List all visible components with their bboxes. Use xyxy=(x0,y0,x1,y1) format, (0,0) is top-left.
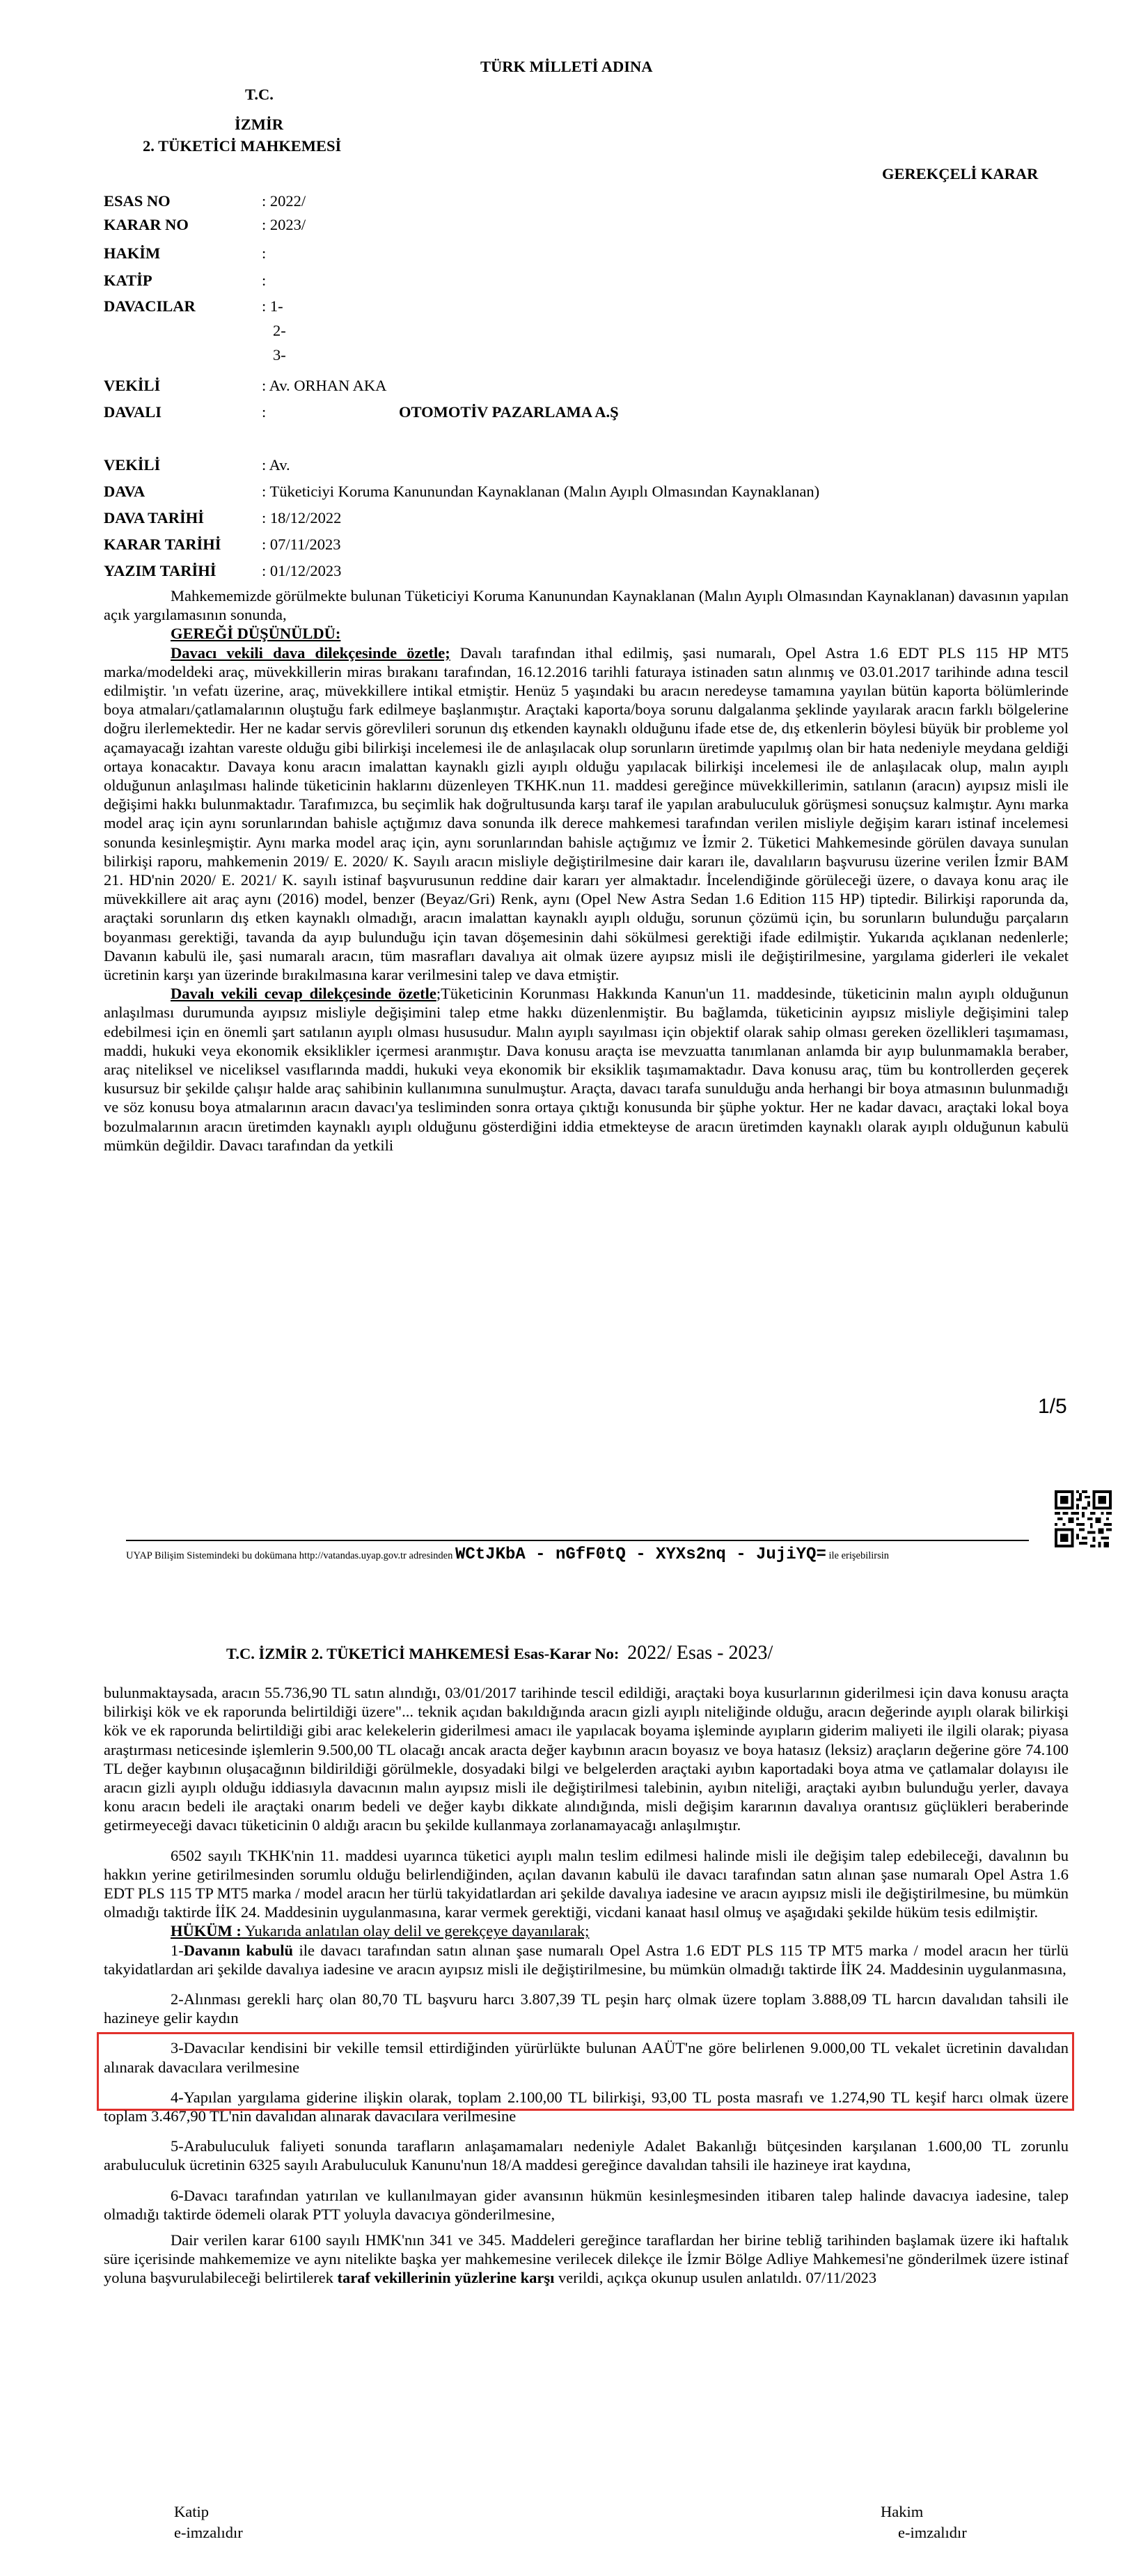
info-value: 2- xyxy=(273,322,286,339)
info-value: : 01/12/2023 xyxy=(262,562,342,579)
info-label: VEKİLİ xyxy=(104,456,161,474)
verdict-item-3: 3-Davacılar kendisini bir vekille temsil ettirdiğinden yürürlükte bulunan AAÜT'ne göre belirlenen 9.000,00 TL vekalet ücretinin davalıdan alınarak davacılara verilmesine xyxy=(104,2039,1069,2076)
uyap-footer-suffix: ile erişebilirsin xyxy=(828,1550,890,1561)
verdict-title: HÜKÜM : xyxy=(171,1922,242,1940)
verdict-item-1 xyxy=(104,1941,1069,1978)
section-heading: GEREĞİ DÜŞÜNÜLDÜ: xyxy=(171,625,341,643)
document-page-2 xyxy=(0,1584,1134,2576)
info-value: : 2022/ xyxy=(262,192,306,210)
plaintiff-summary-text: Davalı tarafından ithal edilmiş, şasi numaralı, Opel Astra 1.6 EDT PLS 115 HP MT5 marka/modeldeki araç, müvekkillerin miras bırakanı tarafından, 16.12.2016 tarihli faturaya istinaden satın alınmış ve 03.01.2017 tarihinde adına tescil edilmiştir. 'ın vefatı üzerine, araç, müvekkillere intikal etmiştir. Henüz 5 yaşındaki bu aracın neredeyse tamamına yayılan bütün kaporta bölümlerinde boya atmaları/çatlamalarının oluştuğu fark edilmeye başlanmıştır. Araçtaki kaporta/boya sorunu dalgalanma şeklinde yayılarak aracın farklı bölgelerine doğru ilerlemektedir. Her ne kadar servis görevlileri sorunun dış etkenden kaynaklı olduğunu ifade etse de, dış etkenlerin böylesi büyük bir probleme yol açamayacağı izahtan vareste olduğu gibi bilirkişi incelemesi ile de anlaşılacak olup sorunların üretimde yapılmış olan bir hata nedeniyle meydana geldiği ortaya konacaktır. Davaya konu aracın imalattan kaynaklı gizli ayıplı olduğu yapılacak bilirkişi incelemesi ile de anlaşılacak olup, malın ayıplı olduğunun anlaşılması halinde tüketicinin haklarını düzenleyen TKHK.nun 11. maddesi gereğince müvekkillerimin, satılanın (aracın) ayıpsız misli ile değişimi hakkı bulunmaktadır. Tarafımızca, bu seçimlik hak doğrultusunda karşı taraf ile yapılan arabuluculuk görüşmesi sonuçsuz kalmıştır. Aynı marka model araç için aynı sorunlarından bahisle açtığımız dava sonunda ilk derece mahkemesi tarafından verilen misliyle değişim kararı istinaf incelemesi sonunda kesinleşmiştir. Aynı marka model araç için, aynı sorunlarından bahisle açtığımız ve İzmir 2. Tüketici Mahkemesinde görülen davaya sunulan bilirkişi raporu, mahkemenin 2019/ E. 2020/ K. Sayılı aracın misliyle değiştirilmesine dair kararı ile, davalıların başvurusu üzerine verilen İzmir BAM 21. HD'nin 2020/ E. 2021/ K. sayılı istinaf başvurusunun reddine dair kararı yer almaktadır. İncelendiğinde görüleceği üzere, o davaya konu araç ile müvekkillere ait araç aynı (2016) model, benzer (Beyaz/Gri) Renk, aynı (Opel New Astra Sedan 1.6 Edition 115 HP) tiptedir. Bilirkişi raporunda da, araçtaki sorunların dış etken kaynaklı olmadığı, aracın imalattan kaynaklı ayıplı olduğu, sorunun çözümü için, bu sorunların bulunduğu parçaların boyanması gerektiği, tavanda da ayıp bulunduğu için tavan döşemesinin dahi sökülmesi gerektiği ifade edilmiştir. Yukarıda açıklanan nedenlerle; Davanın kabulü ile, şasi numaralı aracın, tüm masrafları davalıya ait olmak üzere ayıpsız misli ile değiştirilmesine, yargılama giderleri ile vekalet ücretinin karşı yan üzerinde bırakılmasına karar verilmesini talep ve dava etmiştir. xyxy=(104,643,1069,984)
info-value: : 2023/ xyxy=(262,216,306,233)
decision-body-continued xyxy=(104,1683,1069,2288)
final-text-end: verildi, açıkça okunup usulen anlatıldı. 07/11/2023 xyxy=(554,2269,877,2287)
plaintiff-summary-paragraph xyxy=(104,643,1069,985)
defendant-summary-title: Davalı vekili cevap dilekçesinde özetle xyxy=(171,985,436,1003)
uyap-verification-code: WCtJKbA - nGfF0tQ - XYXs2nq - JujiYQ= xyxy=(455,1545,826,1564)
verdict-heading-line xyxy=(104,1921,1069,1940)
plaintiff-summary-title: Davacı vekili dava dilekçesinde özetle; xyxy=(171,643,450,662)
verdict-item-6: 6-Davacı tarafından yatırılan ve kullanılmayan gider avansının hükmün kesinleşmesinden itibaren talep halinde davacıya iadesine, talep olmadığı taktirde ödemeli olarak PTT yoluyla davacıya gönderilmesine, xyxy=(104,2186,1069,2223)
info-label: DAVACILAR xyxy=(104,297,196,315)
legal-basis-paragraph: 6502 sayılı TKHK'nin 11. maddesi uyarınca tüketici ayıplı malın teslim edilmesi halinde misli ile değişim talep edebileceği, davalının bu hakkın yerine getirilmesinden sorumlu olduğu belirlendiğinden, açılan davanın kabulü ile davacı tarafından satın alınan şase numaralı Opel Astra 1.6 EDT PLS 115 TP MT5 marka / model aracın her türlü takyidatlardan ari şekilde davalıya iadesine ve aracın ayıpsız misli ile değiştirilmesine, bu mümkün olmadığı taktirde İİK 24. Maddesinin uygulanmasına, karar vermek gerektiği, vicdani kanaat hasıl olmuş ve aşağıdaki şekilde hüküm tesis edilmiştir. xyxy=(104,1846,1069,1921)
info-label: ESAS NO xyxy=(104,192,171,210)
page-header xyxy=(226,1644,773,1663)
info-label: KATİP xyxy=(104,272,152,289)
verdict-item-2: 2-Alınması gerekli harç olan 80,70 TL başvuru harcı 3.807,39 TL peşin harç olmak üzere toplam 3.888,09 TL harcın davalıdan tahsili ile hazineye gelir kaydın xyxy=(104,1990,1069,2027)
court-name: 2. TÜKETİCİ MAHKEMESİ xyxy=(143,137,342,155)
info-label: DAVA TARİHİ xyxy=(104,509,205,526)
reasoning-paragraph: bulunmaktaysada, aracın 55.736,90 TL satın alındığı, 03/01/2017 tarihinde tescil edildiği, araçtaki boya kusurlarının giderilmesi için dava konusu araçta bilirkişi kök ve ek raporunda belirtildiği üzere"... teknik açıdan bakıldığında aracın gizli ayıplı niteliğinde olduğu, aracın değerinde ayıplı olarak bilirkişi kök ve ek raporunda belirtildiği gibi arac kelekelerin giderilmesi amacı ile yapılacak boyama işleminde ayıpların giderim maliyeti ile ilgili olarak; piyasa araştırması neticesinde işlemlerin 9.500,00 TL olacağı ancak aracta değer kaybının aracın boyasız ve boya hatasız (leksiz) araçların değerine göre 74.100 TL değer kaybının oluşacağının bildirildiği görülmekle, dosyadaki bilgi ve belgelerden araçtaki ayıbın kaportadaki boya atma ve çatlamalar dolayısı ile aracın gizli ayıplı olduğu iddiasıyla davacının malın ayıpsız misli ile değiştirilmesi talebinin, ayıbın niteliği, araçtaki ayıbın bulunduğu yerler, davaya konu aracın bedeli ile araçtaki onarım bedeli ve değer kaybı dikkate alındığında, misli değişim kararının davalıya orantısız güçlükleri beraberinde getirmeyeceği davacı tüketicinin 0 aldığı aracın bu şekilde kullanmaya zorlanamayacağı anlaşılmıştır. xyxy=(104,1684,1069,1834)
clerk-signature: e-imzalıdır xyxy=(174,2524,243,2541)
page-header-court: T.C. İZMİR 2. TÜKETİCİ MAHKEMESİ Esas-Karar No: xyxy=(226,1645,620,1662)
info-value: : Av. ORHAN AKA xyxy=(262,377,387,394)
uyap-footer xyxy=(126,1545,889,1566)
info-value: : 07/11/2023 xyxy=(262,536,341,553)
info-label: DAVALI xyxy=(104,403,162,421)
defendant-summary-paragraph xyxy=(104,984,1069,1155)
info-value: 3- xyxy=(273,346,286,364)
verdict-item-text: ile davacı tarafından satın alınan şase numaralı Opel Astra 1.6 EDT PLS 115 TP MT5 marka / model aracın her türlü takyidatlardan ari şekilde davalıya iadesine ve aracın ayıpsız misli ile değiştirilmesine, bu mümkün olmadığı taktirde İİK 24. Maddesinin uygulanmasına, xyxy=(104,1941,1069,1978)
info-value: : xyxy=(262,403,267,421)
info-value: : 18/12/2022 xyxy=(262,509,342,526)
intro-paragraph: Mahkememizde görülmekte bulunan Tüketiciyi Koruma Kanunundan Kaynaklanan (Malın Ayıplı Olmasından Kaynaklanan) davasının yapılan açık yargılamasının sonunda, xyxy=(104,587,1069,624)
info-label: YAZIM TARİHİ xyxy=(104,562,216,579)
qr-code-icon xyxy=(1055,1490,1112,1547)
court-city: İZMİR xyxy=(235,116,284,133)
footer-divider xyxy=(126,1540,1029,1541)
final-bold-text: taraf vekillerinin yüzlerine karşı xyxy=(337,2269,555,2287)
verdict-item-bold: Davanın kabulü xyxy=(183,1941,294,1959)
verdict-item-number: 1- xyxy=(171,1941,184,1959)
uyap-footer-text: UYAP Bilişim Sistemindeki bu dokümana http://vatandas.uyap.gov.tr adresinden xyxy=(126,1550,453,1561)
court-tc: T.C. xyxy=(245,86,274,103)
verdict-item-5: 5-Arabuluculuk faliyeti sonunda tarafların anlaşamamaları nedeniyle Adalet Bakanlığı bütçesinden karşılanan 1.600,00 TL zorunlu arabuluculuk ücretinin 6325 sayılı Arabuluculuk Kanunu'nun 18/A maddesi gereğince davalıdan tahsili ile hazineye irat kaydına, xyxy=(104,2137,1069,2174)
document-heading: TÜRK MİLLETİ ADINA xyxy=(480,58,653,75)
verdict-intro: Yukarıda anlatılan olay delil ve gerekçeye dayanılarak; xyxy=(241,1922,590,1940)
info-label: VEKİLİ xyxy=(104,377,161,394)
judge-title: Hakim xyxy=(881,2503,924,2520)
info-value: : 1- xyxy=(262,297,283,315)
clerk-title: Katip xyxy=(174,2503,209,2520)
info-value: : Av. xyxy=(262,456,290,474)
info-value: : Tüketiciyi Koruma Kanunundan Kaynaklanan (Malın Ayıplı Olmasından Kaynaklanan) xyxy=(262,483,820,500)
decision-type: GEREKÇELİ KARAR xyxy=(882,165,1039,182)
page-header-numbers: 2022/ Esas - 2023/ xyxy=(627,1642,773,1664)
info-label: KARAR NO xyxy=(104,216,189,233)
info-label: HAKİM xyxy=(104,244,161,262)
final-text: Dair verilen karar 6100 sayılı HMK'nın 341 ve 345. Maddeleri gereğince taraflardan her birine tebliğ tarihinden başlamak üzere iki haftalık süre içerisinde mahkememize ve aynı nitelikte başka yer mahkemesine verilecek dilekçe ile İzmir Bölge Adliye Mahkemesi'ne gönderilmek üzere istinaf yoluna başvurulabileceği belirtilerek xyxy=(104,2231,1069,2287)
info-value: : xyxy=(262,272,267,289)
final-paragraph xyxy=(104,2231,1069,2288)
info-value: : xyxy=(262,244,267,262)
verdict-item-4: 4-Yapılan yargılama giderine ilişkin olarak, toplam 2.100,00 TL bilirkişi, 93,00 TL posta masrafı ve 1.274,90 TL keşif harcı olmak üzere toplam 3.467,90 TL'nin davalıdan alınarak davacılara verilmesine xyxy=(104,2088,1069,2125)
decision-body xyxy=(104,586,1069,1155)
davali-company-name: OTOMOTİV PAZARLAMA A.Ş xyxy=(399,403,619,421)
judge-signature: e-imzalıdır xyxy=(898,2524,967,2541)
info-label: DAVA xyxy=(104,483,145,500)
defendant-summary-text: ;Tüketicinin Korunması Hakkında Kanun'un 11. maddesinde, tüketicinin malın ayıplı olduğunun anlaşılması durumunda ayıpsız misliyle değişimini talep etme hakkı düzenlenmiştir. Bu bağlamda, tüketicinin ayıpsız misliyle değişimini talep edebilmesi için en önemli şart satılanın ayıplı olması hususudur. Malın ayıplı sayılması için objektif olarak sahip olması gereken özellikleri taşımaması, maddi, hukuki veya ekonomik eksiklikler içermesi aranmıştır. Dava konusu araçta ise mevzuatta tanımlanan anlamda bir ayıp bulunmamakla beraber, araç niteliksel ve niceliksel vasıflarında maddi, hukuki veya ekonomik bir eksiklik taşımamaktadır. Dava konusu araç, tüm bu kontrollerden geçerek kusursuz bir şekilde çalışır halde araç sahibinin kullanımına sunulmuştur. Araçta, davacı tarafa sunulduğu anda herhangi bir boya atmasının bulunmadığı ve söz konusu boya atmalarının aracın davacı'ya tesliminden sonra ortaya çıktığı konusunda bir şüphe yoktur. Her ne kadar davacı, araçtaki lokal boya bozulmalarının aracın üretimden kaynaklı ayıplı olduğunu gösterdiğini iddia etmekteyse de aracın üretimden kaynaklı olarak ayıplı olduğunun kabulü mümkün değildir. Davacı tarafından da yetkili xyxy=(104,985,1069,1154)
page-number: 1/5 xyxy=(1038,1395,1067,1418)
info-label: KARAR TARİHİ xyxy=(104,536,221,553)
